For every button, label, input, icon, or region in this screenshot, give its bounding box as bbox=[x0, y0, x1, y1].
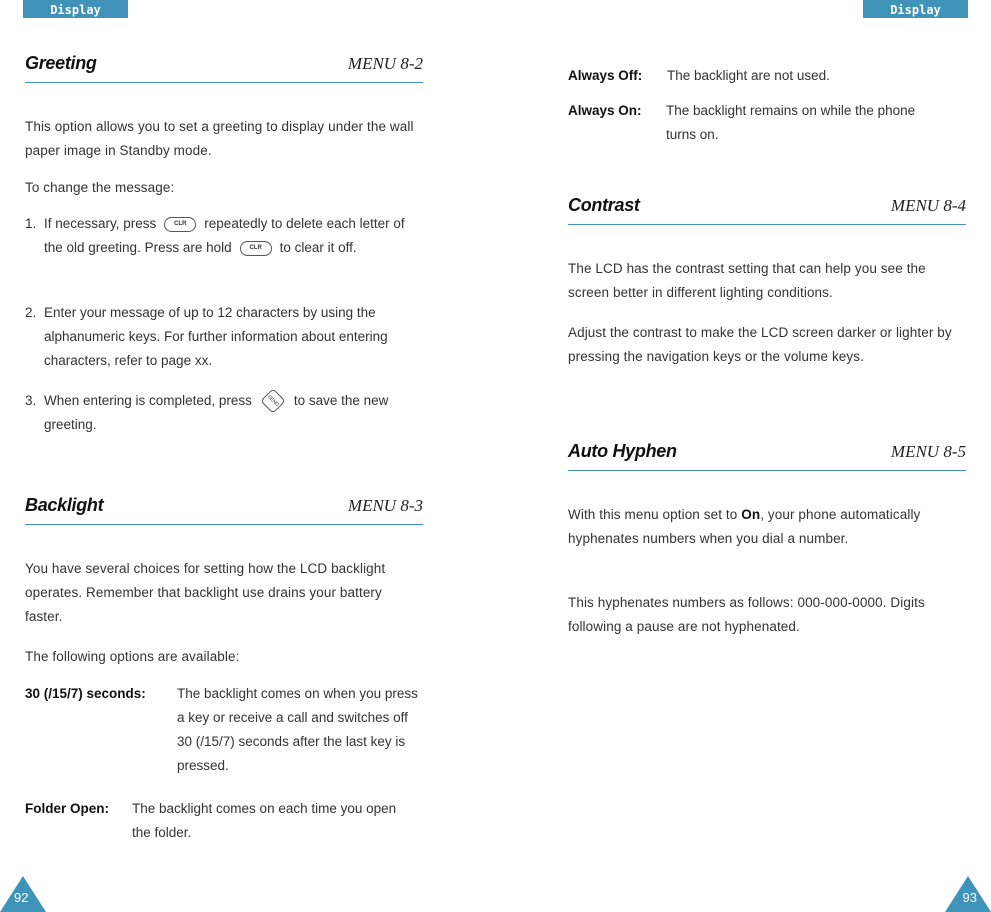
paragraph-text-a: With this menu option set to bbox=[568, 507, 738, 522]
backlight-header bbox=[25, 495, 423, 525]
backlight-option-folder-open bbox=[25, 797, 423, 845]
paragraph-text-b: , your phone automatically hyphenates numbers when you dial a number. bbox=[568, 507, 921, 546]
auto-hyphen-paragraph-1 bbox=[568, 503, 953, 551]
option-description: The backlight are not used. bbox=[667, 68, 830, 83]
contrast-header bbox=[568, 195, 966, 225]
option-description: The backlight remains on while the phone turns on. bbox=[666, 103, 916, 142]
backlight-options-label: The following options are available: bbox=[25, 649, 240, 664]
option-label: 30 (/15/7) seconds: bbox=[25, 686, 146, 701]
send-key-icon: SEND bbox=[260, 389, 285, 414]
greeting-intro: This option allows you to set a greeting to display under the wall paper image in Standby mode. bbox=[25, 119, 414, 158]
backlight-menu-code: MENU 8-3 bbox=[347, 496, 423, 515]
step-text-b: to save the new greeting. bbox=[44, 393, 389, 432]
greeting-header bbox=[25, 53, 423, 83]
step-number: 2. bbox=[25, 305, 37, 320]
auto-hyphen-menu-code: MENU 8-5 bbox=[890, 442, 966, 461]
section-tab-right: Display bbox=[863, 0, 968, 18]
contrast-title: Contrast bbox=[568, 195, 640, 215]
option-description: The backlight comes on when you press a key or receive a call and switches off 30 (/15/7) seconds after the last key is pressed. bbox=[177, 686, 418, 773]
clr-key-icon: CLR bbox=[240, 241, 272, 256]
step-text-c: to clear it off. bbox=[279, 240, 357, 255]
step-text-a: If necessary, press bbox=[44, 216, 157, 231]
step-text: Enter your message of up to 12 characters by using the alphanumeric keys. For further information about entering characters, refer to page xx. bbox=[44, 305, 388, 368]
option-label: Always Off: bbox=[568, 68, 643, 83]
option-description: The backlight comes on each time you open the folder. bbox=[132, 801, 397, 840]
step-number: 3. bbox=[25, 393, 37, 408]
page-number-left: 92 bbox=[14, 890, 29, 905]
option-label: Always On: bbox=[568, 103, 642, 118]
contrast-menu-code: MENU 8-4 bbox=[890, 196, 966, 215]
step-number: 1. bbox=[25, 216, 37, 231]
greeting-title: Greeting bbox=[25, 53, 97, 73]
auto-hyphen-header bbox=[568, 441, 966, 471]
auto-hyphen-paragraph-2: This hyphenates numbers as follows: 000-000-0000. Digits following a pause are not hyphenated. bbox=[568, 595, 925, 634]
contrast-paragraph-1: The LCD has the contrast setting that can help you see the screen better in different lighting conditions. bbox=[568, 261, 926, 300]
contrast-paragraph-2: Adjust the contrast to make the LCD screen darker or lighter by pressing the navigation keys or the volume keys. bbox=[568, 325, 952, 364]
on-value: On bbox=[741, 507, 761, 522]
backlight-option-seconds bbox=[25, 682, 423, 778]
page-number-right: 93 bbox=[962, 890, 977, 905]
step-text bbox=[44, 212, 423, 260]
step-text bbox=[44, 389, 423, 437]
backlight-intro: You have several choices for setting how the LCD backlight operates. Remember that backlight use drains your battery faster. bbox=[25, 561, 386, 624]
greeting-change-label: To change the message: bbox=[25, 180, 175, 195]
step-text-a: When entering is completed, press bbox=[44, 393, 252, 408]
backlight-option-always-off bbox=[568, 64, 966, 88]
clr-key-icon: CLR bbox=[164, 217, 196, 232]
section-tab-left: Display bbox=[23, 0, 128, 18]
step-text-b: repeatedly to delete each letter of the old greeting. Press are hold bbox=[44, 216, 405, 255]
option-label: Folder Open: bbox=[25, 801, 109, 816]
greeting-menu-code: MENU 8-2 bbox=[347, 54, 423, 73]
backlight-option-always-on bbox=[568, 99, 966, 147]
backlight-title: Backlight bbox=[25, 495, 104, 515]
auto-hyphen-title: Auto Hyphen bbox=[568, 441, 677, 461]
